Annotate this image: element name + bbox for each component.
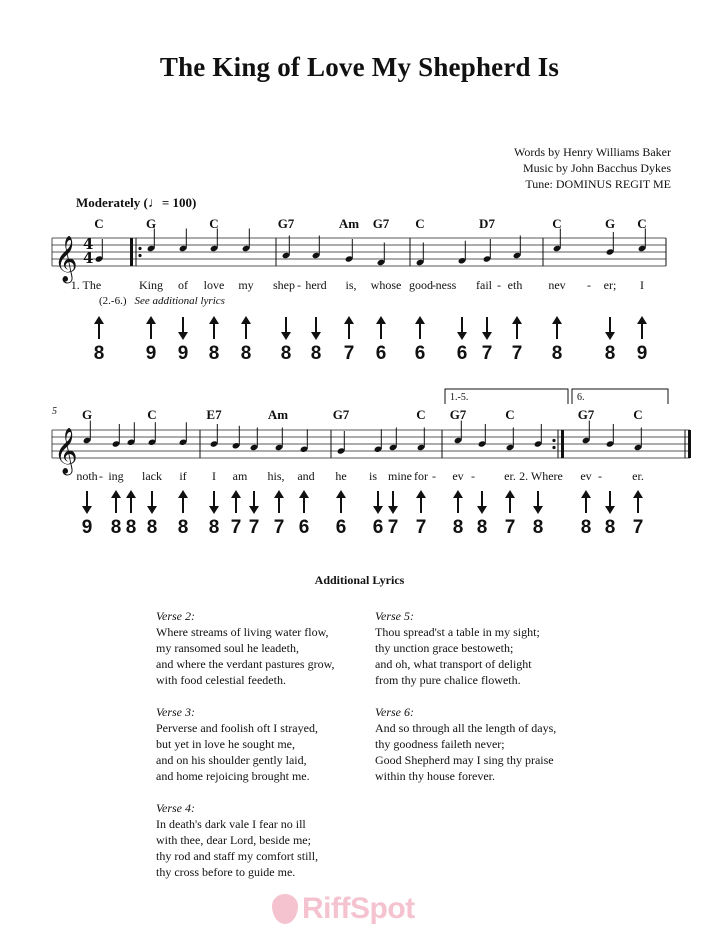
harmonica-tab: [142, 490, 162, 538]
blow-arrow-icon: [207, 316, 221, 340]
chord-symbol: E7: [206, 407, 222, 422]
tempo-marking: Moderately (♩= 100): [76, 195, 197, 211]
verse-block: [375, 704, 556, 784]
hole-number: 7: [248, 517, 260, 538]
hole-number: 8: [240, 343, 252, 364]
lyric-syllable: -: [497, 278, 501, 292]
lyric-syllable: whose: [370, 278, 402, 292]
hole-number: 7: [632, 517, 644, 538]
hole-number: 8: [551, 343, 563, 364]
hole-number: 7: [504, 517, 516, 538]
verse-line: thy unction grace bestoweth;: [375, 641, 514, 655]
chord-symbol: C: [416, 407, 426, 422]
lyric-syllable: -: [432, 278, 436, 292]
lyric-syllable: 1. The: [70, 278, 102, 292]
lyric-syllable: er;: [603, 278, 617, 292]
hole-number: 7: [273, 517, 285, 538]
verse-label: Verse 2:: [156, 609, 195, 623]
hole-number: 6: [456, 343, 468, 364]
chord-symbol: C: [94, 216, 104, 231]
tempo-label: Moderately: [76, 195, 141, 210]
verse-line: In death's dark vale I fear no ill: [156, 817, 306, 831]
draw-arrow-icon: [386, 490, 400, 514]
hole-number: 6: [414, 343, 426, 364]
hole-number: 8: [208, 517, 220, 538]
harmonica-tab: [331, 490, 351, 538]
tune-credit: Tune: DOMINUS REGIT ME: [525, 177, 671, 191]
verse-line: thy rod and staff my comfort still,: [156, 849, 319, 863]
hole-number: 8: [604, 517, 616, 538]
harmonica-tab: [472, 490, 492, 538]
draw-arrow-icon: [603, 316, 617, 340]
chord-symbol: C: [552, 216, 562, 231]
verse-line: but yet in love he sought me,: [156, 737, 295, 751]
draw-arrow-icon: [309, 316, 323, 340]
harmonica-tab: [632, 316, 652, 364]
blow-arrow-icon: [413, 316, 427, 340]
lyric-syllable: -: [99, 469, 103, 483]
lyric-syllable: -: [598, 469, 602, 483]
draw-arrow-icon: [145, 490, 159, 514]
lyric-syllable: he: [335, 469, 347, 483]
verse-numbers: (2.-6.): [99, 295, 127, 307]
verse-label: Verse 6:: [375, 705, 414, 719]
harmonica-tab: [244, 490, 264, 538]
blow-arrow-icon: [374, 316, 388, 340]
blow-arrow-icon: [414, 490, 428, 514]
lyric-syllable: his,: [267, 469, 285, 483]
verse-note: [99, 295, 225, 307]
verse-line: with food celestial feedeth.: [156, 673, 286, 687]
harmonica-tab: [371, 316, 391, 364]
blow-arrow-icon: [239, 316, 253, 340]
harmonica-tab: [576, 490, 596, 538]
verse-line: within thy house forever.: [375, 769, 495, 783]
lyric-syllable: shep: [273, 278, 295, 292]
harmonica-tab: [600, 490, 620, 538]
harmonica-tab: [528, 490, 548, 538]
verse-line: Where streams of living water flow,: [156, 625, 329, 639]
hole-number: 6: [372, 517, 384, 538]
hole-number: 9: [177, 343, 189, 364]
hole-number: 6: [375, 343, 387, 364]
harmonica-tab: [204, 490, 224, 538]
lyric-syllable: I: [212, 469, 216, 483]
lyric-syllable: my: [238, 278, 254, 292]
song-title: The King of Love My Shepherd Is: [159, 52, 560, 82]
draw-arrow-icon: [207, 490, 221, 514]
blow-arrow-icon: [635, 316, 649, 340]
blow-arrow-icon: [631, 490, 645, 514]
logo-text: RiffSpot: [302, 892, 415, 925]
lyric-syllable: ness: [435, 278, 457, 292]
draw-arrow-icon: [531, 490, 545, 514]
lyric-syllable: -: [432, 469, 436, 483]
harmonica-tab: [173, 316, 193, 364]
verse-line: And so through all the length of days,: [375, 721, 557, 735]
draw-arrow-icon: [176, 316, 190, 340]
harmonica-tab: [89, 316, 109, 364]
chord-symbol: C: [147, 407, 157, 422]
blow-arrow-icon: [342, 316, 356, 340]
harmonica-tab: [276, 316, 296, 364]
hole-number: 8: [125, 517, 137, 538]
harmonica-tab: [383, 490, 403, 538]
music-credit: Music by John Bacchus Dykes: [523, 161, 671, 175]
harmonica-tab: [339, 316, 359, 364]
verse-line: Good Shepherd may I sing thy praise: [375, 753, 554, 767]
hole-number: 9: [145, 343, 157, 364]
harmonica-tab: [294, 490, 314, 538]
harmonica-tab: [173, 490, 193, 538]
guitar-pick-icon: [272, 894, 298, 924]
verse-line: from thy pure chalice floweth.: [375, 673, 521, 687]
blow-arrow-icon: [334, 490, 348, 514]
lyric-syllable: for: [414, 469, 428, 483]
lyric-syllable: -: [471, 469, 475, 483]
hole-number: 8: [110, 517, 122, 538]
harmonica-tab: [236, 316, 256, 364]
hole-number: 9: [636, 343, 648, 364]
verse-line: and oh, what transport of delight: [375, 657, 532, 671]
verse-line: and home rejoicing brought me.: [156, 769, 310, 783]
verse-label: Verse 3:: [156, 705, 195, 719]
harmonica-tab: [410, 316, 430, 364]
chord-symbol: C: [209, 216, 219, 231]
lyric-syllable: er.: [504, 469, 516, 483]
hole-number: 7: [481, 343, 493, 364]
blow-arrow-icon: [297, 490, 311, 514]
chord-symbol: G: [145, 216, 157, 231]
lyric-syllable: am: [232, 469, 248, 483]
hole-number: 6: [335, 517, 347, 538]
harmonica-tab: [477, 316, 497, 364]
lyric-syllable: 2. Where: [519, 469, 563, 483]
treble-clef-icon: 𝄞: [54, 236, 78, 282]
lyric-syllable: love: [203, 278, 225, 292]
blow-arrow-icon: [451, 490, 465, 514]
hole-number: 8: [93, 343, 105, 364]
chord-symbol: G7: [577, 407, 595, 422]
hole-number: 8: [476, 517, 488, 538]
additional-lyrics-title: Additional Lyrics: [314, 573, 405, 587]
hole-number: 8: [208, 343, 220, 364]
lyric-syllable: is,: [345, 278, 357, 292]
lyric-syllable: King: [139, 278, 163, 292]
lyric-syllable: and: [297, 469, 315, 483]
lyric-syllable: nev: [548, 278, 566, 292]
verse-line: with thee, dear Lord, beside me;: [156, 833, 311, 847]
harmonica-tab: [600, 316, 620, 364]
verse-line: and where the verdant pastures grow,: [156, 657, 335, 671]
lyric-syllable: -: [297, 278, 301, 292]
verse-line: thy cross before to guide me.: [156, 865, 296, 879]
blow-arrow-icon: [510, 316, 524, 340]
blow-arrow-icon: [176, 490, 190, 514]
chord-symbol: C: [633, 407, 643, 422]
second-ending-label: 6.: [577, 392, 585, 403]
tempo-value: = 100: [161, 195, 193, 210]
lyric-syllable: noth: [76, 469, 98, 483]
harmonica-tab: [141, 316, 161, 364]
lyric-syllable: I: [640, 278, 644, 292]
chord-symbol: C: [505, 407, 515, 422]
hole-number: 7: [511, 343, 523, 364]
harmonica-tab: [500, 490, 520, 538]
draw-arrow-icon: [80, 490, 94, 514]
chord-symbol: G7: [277, 216, 295, 231]
lyric-syllable: ev: [452, 469, 464, 483]
blow-arrow-icon: [92, 316, 106, 340]
quarter-note-icon: ♩: [147, 196, 162, 211]
draw-arrow-icon: [279, 316, 293, 340]
verse-line: thy goodness faileth never;: [375, 737, 505, 751]
lyric-syllable: fail: [476, 278, 492, 292]
treble-clef-icon: 𝄞: [54, 428, 78, 474]
lyric-syllable: ev: [580, 469, 592, 483]
lyric-syllable: lack: [142, 469, 162, 483]
draw-arrow-icon: [603, 490, 617, 514]
blow-arrow-icon: [272, 490, 286, 514]
harmonica-tab: [306, 316, 326, 364]
verse-label: Verse 5:: [375, 609, 414, 623]
lyric-syllable: eth: [507, 278, 523, 292]
lyric-syllable: of: [178, 278, 188, 292]
time-signature: 4: [83, 235, 94, 253]
hole-number: 8: [580, 517, 592, 538]
hole-number: 8: [452, 517, 464, 538]
harmonica-tab: [448, 490, 468, 538]
chord-symbol: G7: [372, 216, 390, 231]
blow-arrow-icon: [579, 490, 593, 514]
chord-symbol: C: [415, 216, 425, 231]
lyric-syllable: er.: [632, 469, 644, 483]
blow-arrow-icon: [124, 490, 138, 514]
hole-number: 8: [280, 343, 292, 364]
blow-arrow-icon: [550, 316, 564, 340]
lyric-syllable: is: [368, 469, 378, 483]
lyric-syllable: ing: [108, 469, 124, 483]
time-signature: 4: [83, 249, 94, 267]
harmonica-tab: [204, 316, 224, 364]
measure-number: 5: [52, 406, 57, 417]
hole-number: 8: [146, 517, 158, 538]
words-credit: Words by Henry Williams Baker: [514, 145, 671, 159]
harmonica-tab: [547, 316, 567, 364]
draw-arrow-icon: [480, 316, 494, 340]
lyric-syllable: if: [179, 469, 187, 483]
verse-note-text: See additional lyrics: [134, 295, 225, 307]
harmonica-tab: [269, 490, 289, 538]
hole-number: 8: [310, 343, 322, 364]
lyric-syllable: mine: [388, 469, 412, 483]
chord-symbol: G7: [449, 407, 467, 422]
verse-block: [156, 800, 318, 880]
harmonica-tab: [121, 490, 141, 538]
blow-arrow-icon: [503, 490, 517, 514]
chord-symbol: Am: [267, 407, 289, 422]
first-ending-label: 1.-5.: [450, 392, 469, 403]
verse-line: and on his shoulder gently laid,: [156, 753, 307, 767]
lyric-syllable: -: [587, 278, 591, 292]
chord-symbol: G: [604, 216, 616, 231]
hole-number: 7: [415, 517, 427, 538]
blow-arrow-icon: [144, 316, 158, 340]
verse-block: [156, 608, 335, 688]
chord-symbol: C: [637, 216, 647, 231]
chord-symbol: G7: [332, 407, 350, 422]
hole-number: 8: [532, 517, 544, 538]
verse-line: Perverse and foolish oft I strayed,: [156, 721, 318, 735]
hole-number: 8: [604, 343, 616, 364]
riffspot-logo: [272, 892, 415, 926]
hole-number: 7: [387, 517, 399, 538]
blow-arrow-icon: [229, 490, 243, 514]
verse-block: [375, 608, 540, 688]
harmonica-tab: [77, 490, 97, 538]
lyric-syllable: herd: [305, 278, 327, 292]
draw-arrow-icon: [455, 316, 469, 340]
harmonica-tab: [226, 490, 246, 538]
verse-line: Thou spread'st a table in my sight;: [375, 625, 540, 639]
hole-number: 7: [343, 343, 355, 364]
harmonica-tab: [452, 316, 472, 364]
chord-symbol: G: [81, 407, 93, 422]
verse-block: [156, 704, 318, 784]
hole-number: 7: [230, 517, 242, 538]
chord-symbol: D7: [479, 216, 495, 231]
harmonica-tab: [628, 490, 648, 538]
verse-label: Verse 4:: [156, 801, 195, 815]
chord-symbol: Am: [338, 216, 360, 231]
harmonica-tab: [507, 316, 527, 364]
draw-arrow-icon: [247, 490, 261, 514]
harmonica-tab: [411, 490, 431, 538]
hole-number: 8: [177, 517, 189, 538]
draw-arrow-icon: [475, 490, 489, 514]
hole-number: 9: [81, 517, 93, 538]
lyric-syllable: good: [409, 278, 433, 292]
hole-number: 6: [298, 517, 310, 538]
verse-line: my ransomed soul he leadeth,: [156, 641, 299, 655]
